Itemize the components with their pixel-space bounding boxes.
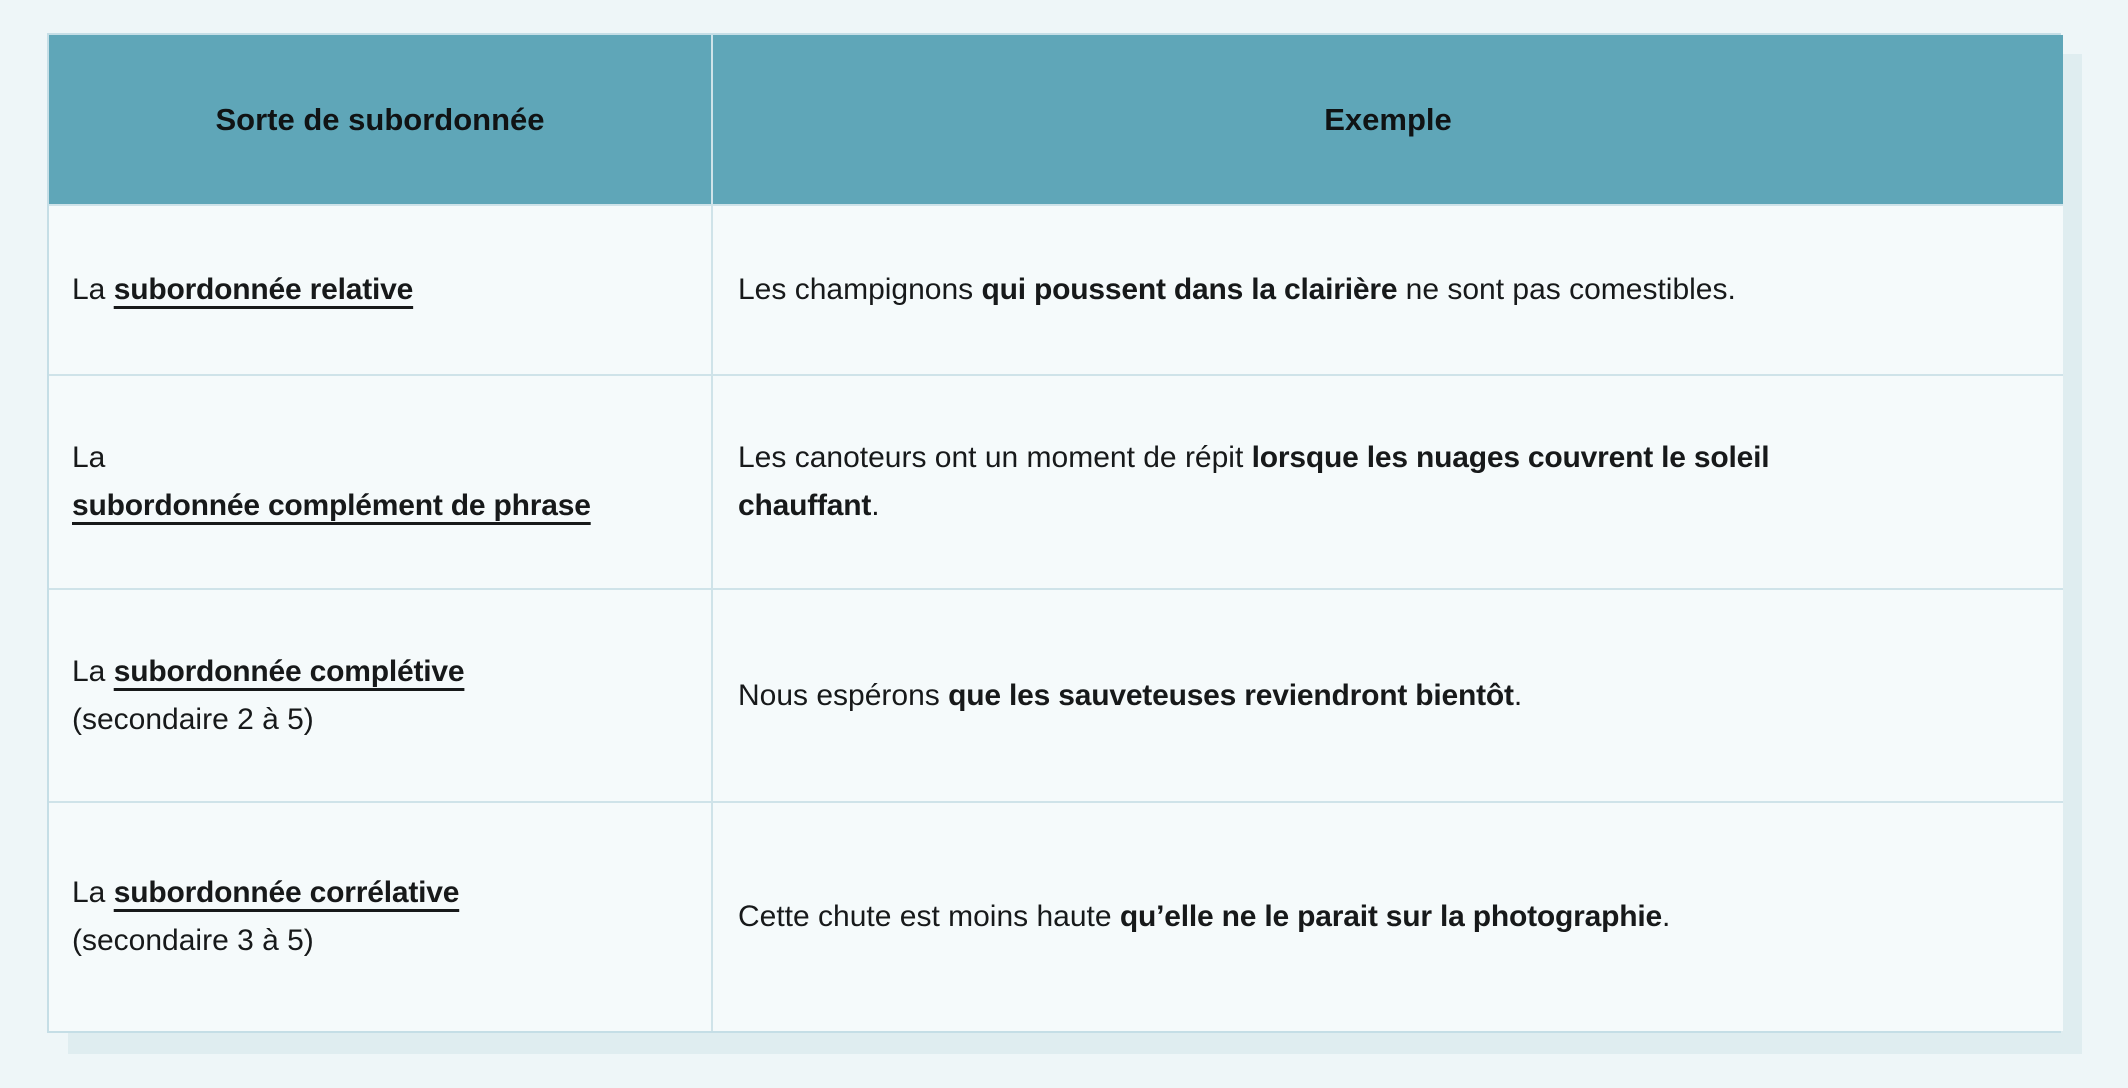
- text-segment: ne sont pas comestibles.: [1397, 273, 1736, 306]
- grammar-table-card: [47, 33, 2061, 1033]
- text-line: [72, 482, 699, 530]
- text-segment: (secondaire 3 à 5): [72, 924, 314, 957]
- text-segment: .: [1513, 678, 1523, 712]
- table-header: [49, 35, 2063, 205]
- text-line: [738, 482, 2033, 530]
- clause-type-cell: [49, 205, 712, 375]
- text-segment: (secondaire 2 à 5): [72, 702, 314, 736]
- text-segment: qu’elle ne le parait sur la photographie: [1119, 900, 1662, 933]
- table-row: [49, 589, 2063, 802]
- text-segment: Cette chute est moins haute: [738, 900, 1120, 933]
- text-segment: qui poussent dans la clairière: [981, 273, 1398, 306]
- text-segment: chauffant: [738, 489, 872, 522]
- clause-type-cell: [49, 375, 712, 589]
- table-row: [49, 802, 2063, 1031]
- text-line: [738, 672, 2033, 720]
- text-segment: .: [1662, 900, 1671, 933]
- example-cell: [712, 375, 2063, 589]
- text-line: [72, 434, 699, 482]
- text-line: [72, 266, 699, 314]
- text-segment: Nous espérons: [738, 678, 949, 712]
- text-segment: La: [72, 876, 114, 909]
- text-segment: subordonnée complément de phrase: [72, 489, 591, 522]
- text-segment: La: [72, 273, 114, 306]
- text-line: [738, 434, 2033, 482]
- text-line: [738, 893, 2033, 941]
- text-line: [72, 917, 699, 965]
- text-line: [72, 648, 699, 696]
- column-header-sorte-de-subordonnee: Sorte de subordonnée: [49, 35, 712, 205]
- example-cell: [712, 589, 2063, 802]
- text-segment: que les sauveteuses reviendront bientôt: [948, 678, 1514, 712]
- text-segment: La: [72, 441, 106, 474]
- clause-type-cell: [49, 589, 712, 802]
- text-segment: lorsque les nuages couvrent le soleil: [1251, 441, 1770, 474]
- text-segment: .: [871, 489, 880, 522]
- text-line: [72, 696, 699, 744]
- example-cell: [712, 802, 2063, 1031]
- text-segment: Les canoteurs ont un moment de répit: [738, 441, 1252, 474]
- text-segment: subordonnée relative: [113, 273, 414, 306]
- table-row: [49, 205, 2063, 375]
- text-segment: Les champignons: [738, 273, 982, 306]
- text-line: [738, 266, 2033, 314]
- column-header-exemple: Exemple: [712, 35, 2063, 205]
- text-segment: subordonnée complétive: [113, 654, 465, 688]
- header-row: [49, 35, 2063, 205]
- table-body: [49, 205, 2063, 1031]
- example-cell: [712, 205, 2063, 375]
- text-line: [72, 869, 699, 917]
- text-segment: subordonnée corrélative: [113, 876, 460, 909]
- subordinate-clause-table: [49, 35, 2063, 1031]
- clause-type-cell: [49, 802, 712, 1031]
- table-row: [49, 375, 2063, 589]
- text-segment: La: [72, 654, 114, 688]
